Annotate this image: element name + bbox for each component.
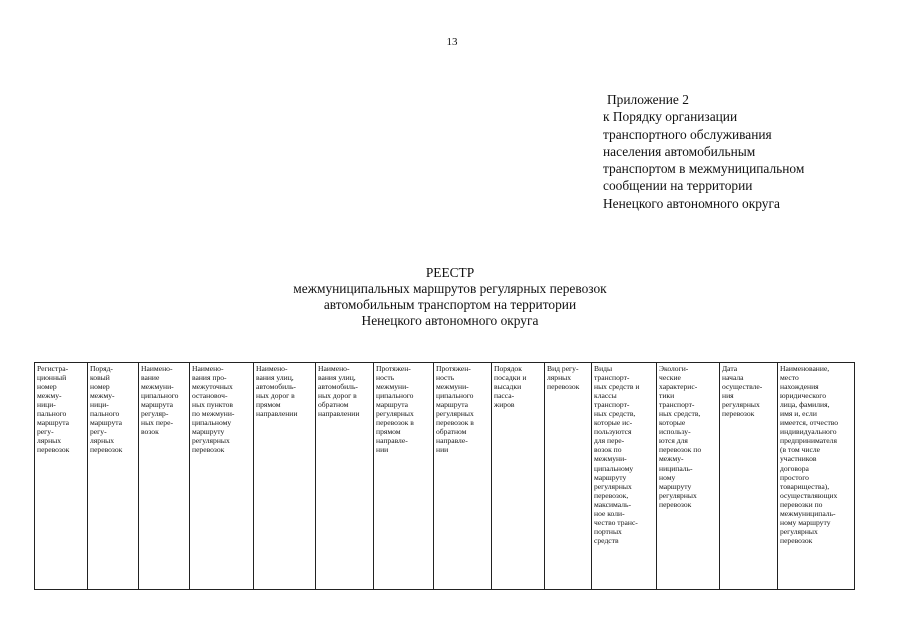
- appendix-line: сообщении на территории: [603, 178, 753, 194]
- column-header-start-date: Дата начала осуществле- ния регулярных перевозок: [720, 363, 778, 590]
- column-header-length-backward: Протяжен- ность межмуни- ципального маршрута регулярных перевозок в обратном направле- нии: [434, 363, 492, 590]
- appendix-line: к Порядку организации: [603, 109, 738, 125]
- appendix-line: Приложение 2: [607, 92, 689, 107]
- column-header-vehicle-types: Виды транспорт- ных средств и классы транспорт- ных средств, которые ис- пользуются для пере- возок по межмуни- ципальному маршруту регулярных перевозок, максималь- ное коли- чество транс- портных средств: [592, 363, 657, 590]
- title-line: Ненецкого автономного округа: [361, 313, 539, 328]
- column-header-streets-backward: Наимено- вания улиц, автомобиль- ных дорог в обратном направлении: [316, 363, 374, 590]
- title-line: РЕЕСТР: [425, 265, 475, 280]
- appendix-line: населения автомобильным: [603, 143, 756, 159]
- column-header-intermediate-stops: Наимено- вания про- межуточных остановоч- ных пунктов по межмуни- ципальному маршруту регулярных перевозок: [190, 363, 254, 590]
- column-header-ecological-characteristics: Экологи- ческие характерис- тики транспорт- ных средств, которые использу- ются для перевозок по межму- ниципаль- ному маршруту регулярных перевозок: [657, 363, 720, 590]
- column-header-carrier: Наименование, место нахождения юридического лица, фамилия, имя и, если имеется, отчество индивидуального предпринимателя (в том числе участников договора простого товарищества), осуществляющих перевозки по межмуниципаль- ному маршруту регулярных перевозок: [778, 363, 855, 590]
- column-header-length-forward: Протяжен- ность межмуни- ципального маршрута регулярных перевозок в прямом направле- нии: [374, 363, 434, 590]
- appendix-note: [603, 91, 883, 212]
- column-header-serial-number: Поряд- ковый номер межму- ници- пального маршрута регу- лярных перевозок: [88, 363, 139, 590]
- column-header-boarding-order: Порядок посадки и высадки пасса- жиров: [492, 363, 545, 590]
- column-header-route-name: Наимено- вание межмуни- ципального маршрута регуляр- ных пере- возок: [139, 363, 190, 590]
- page-number: 13: [446, 36, 458, 48]
- appendix-line: Ненецкого автономного округа: [603, 195, 780, 211]
- appendix-line: транспортом в межмуниципальном: [603, 161, 805, 177]
- column-header-registration-number: Регистра- ционный номер межму- ници- пального маршрута регу- лярных перевозок: [35, 363, 88, 590]
- title-line: межмуниципальных маршрутов регулярных перевозок: [293, 281, 607, 296]
- table-header-row: [35, 363, 855, 590]
- column-header-streets-forward: Наимено- вания улиц, автомобиль- ных дорог в прямом направлении: [254, 363, 316, 590]
- document-title: [200, 265, 700, 329]
- title-line: автомобильным транспортом на территории: [323, 297, 577, 312]
- column-header-transport-type: Вид регу- лярных перевозок: [545, 363, 592, 590]
- registry-table: [34, 362, 855, 590]
- appendix-line: транспортного обслуживания: [603, 126, 772, 142]
